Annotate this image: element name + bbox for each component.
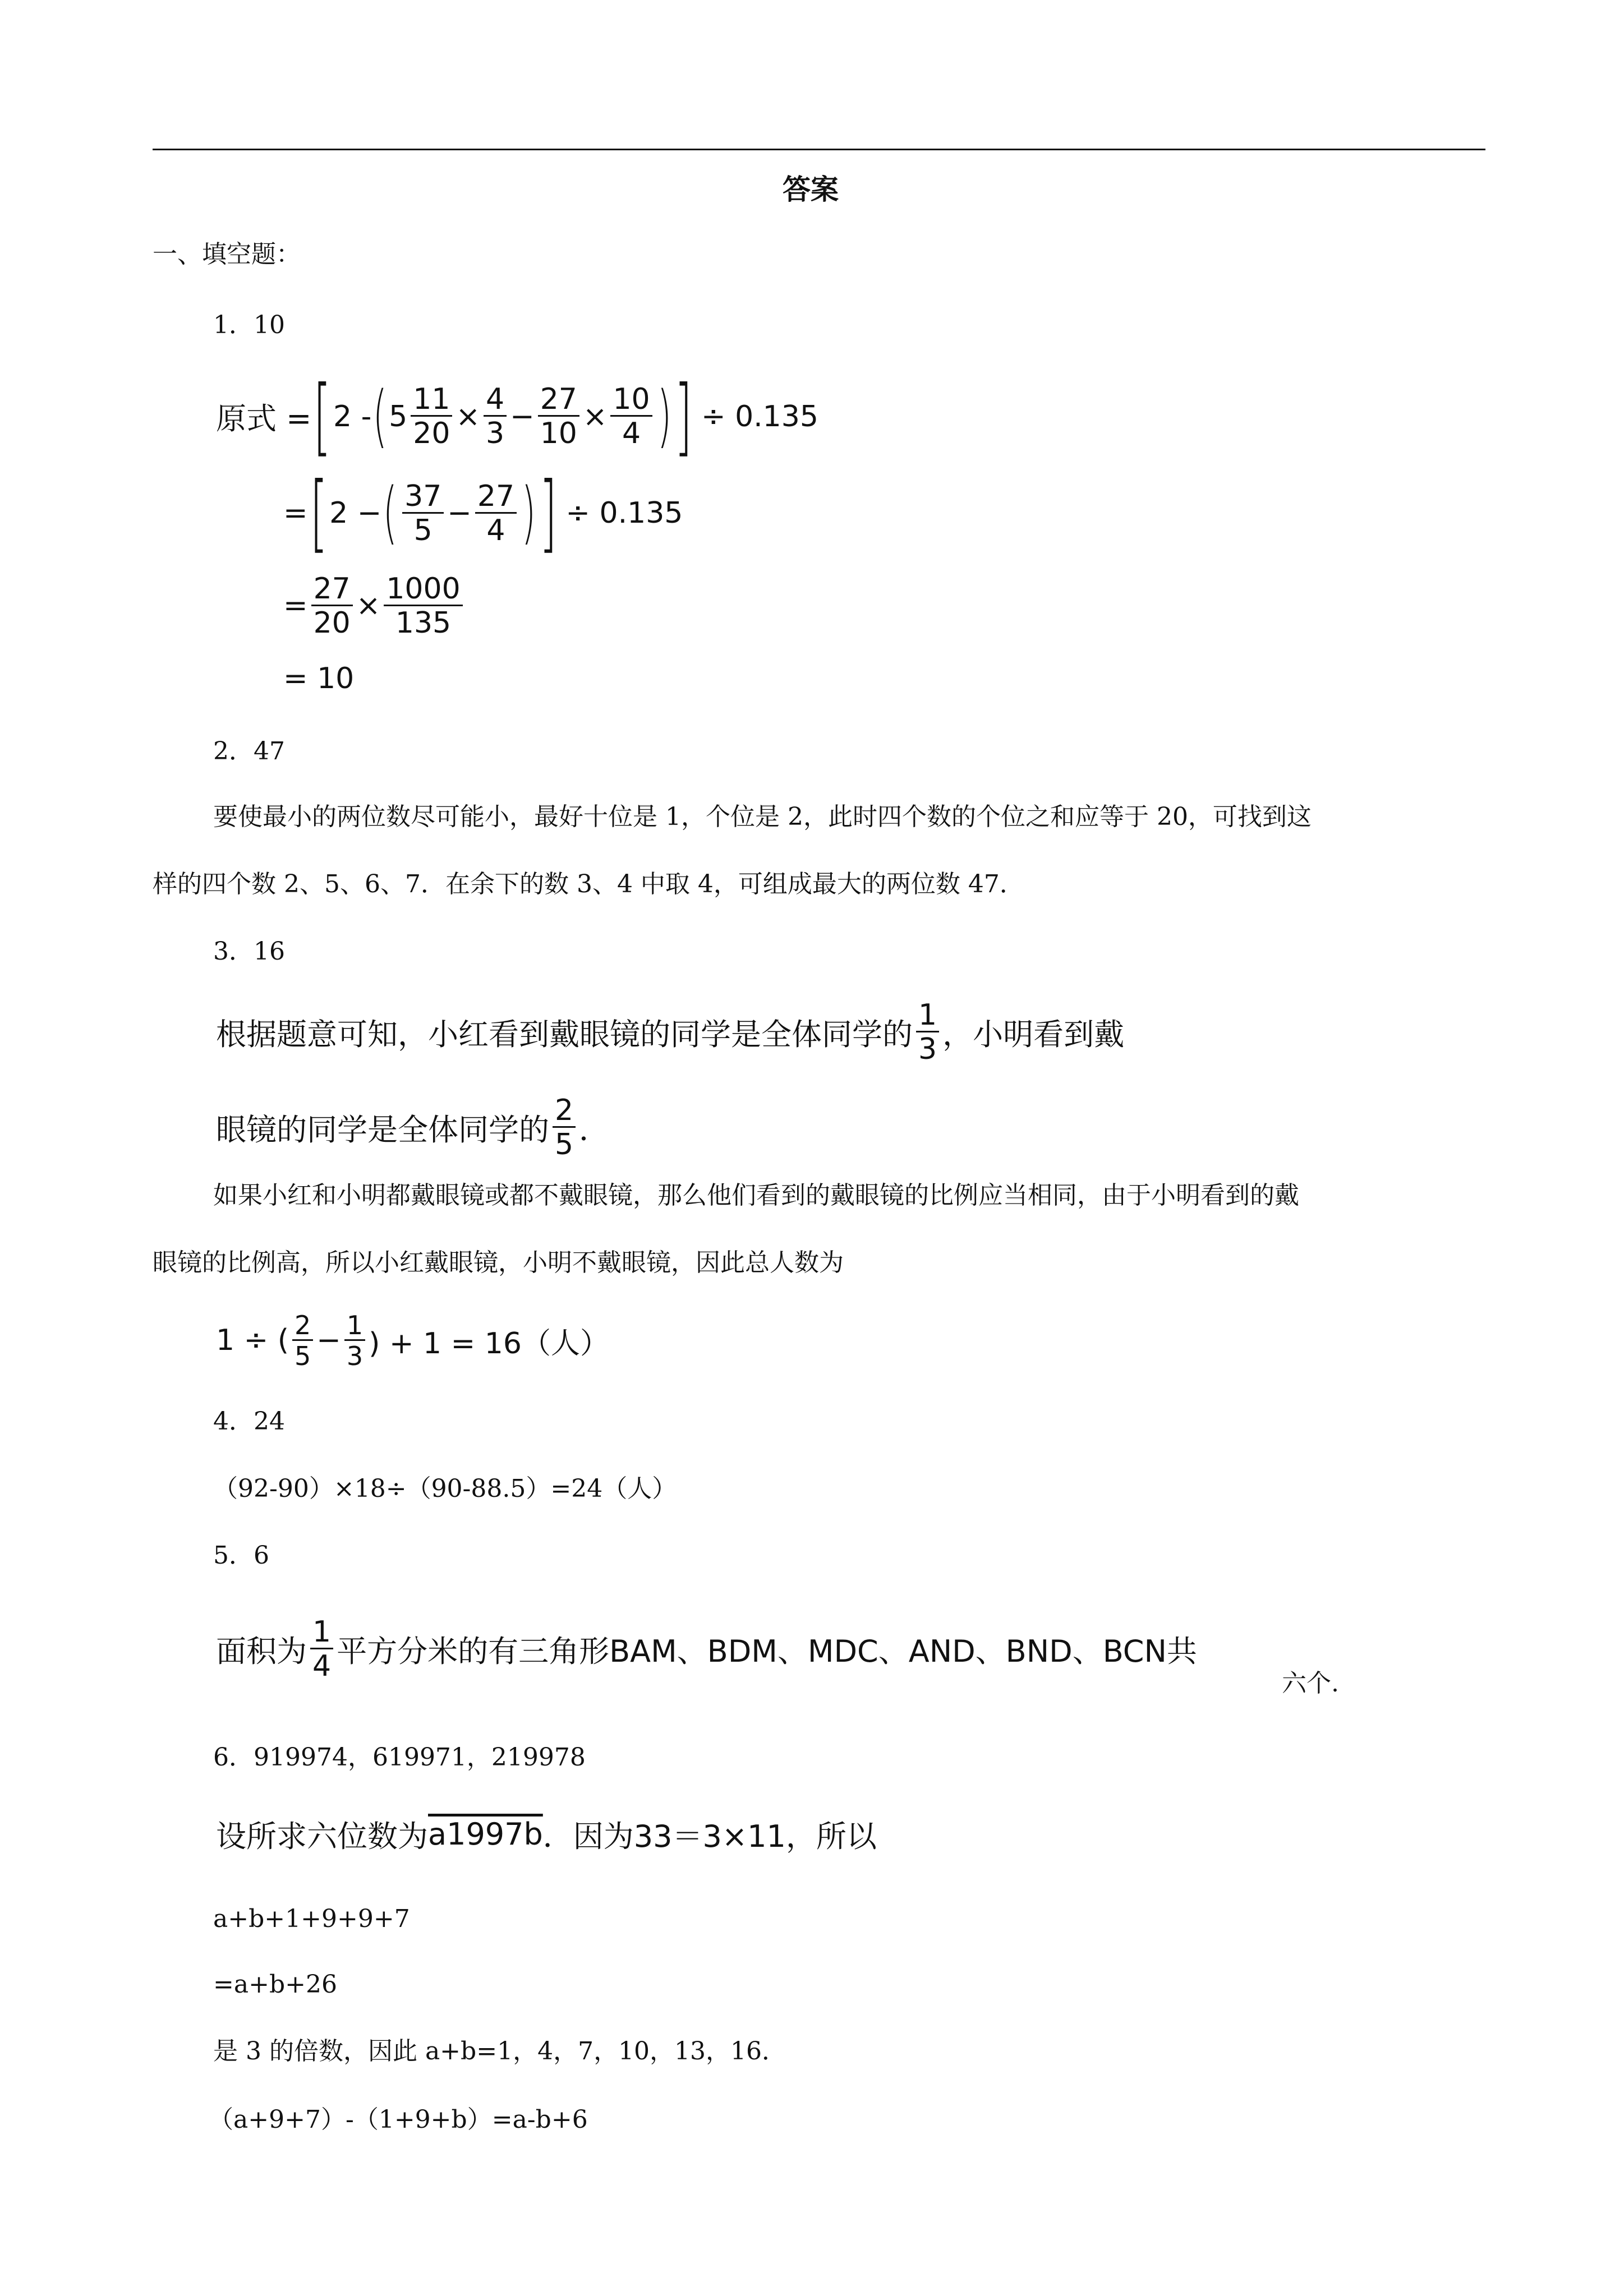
denominator: 135 [395, 606, 452, 640]
q4-equation: （92-90）×18÷（90-88.5）=24（人） [213, 1474, 677, 1503]
q1-fraction-4-3 [484, 382, 507, 450]
q3-total-equation [216, 1301, 609, 1380]
q6-statement [216, 1809, 877, 1859]
q1-line-4 [283, 659, 354, 698]
q1-line-1 [216, 365, 818, 468]
q1-line2-eq: = [283, 496, 308, 530]
q1-close-bracket: ] [674, 367, 693, 465]
numerator: 4 [484, 385, 507, 417]
times-sign: × [582, 399, 608, 434]
numerator: 37 [402, 482, 444, 514]
minus-sign: − [316, 1324, 341, 1357]
q1-line3-eq: = [283, 589, 308, 623]
q6-line-1: a+b+1+9+9+7 [213, 1905, 410, 1933]
q1-close-paren: ) [657, 377, 671, 455]
q1-line4-result: = 10 [283, 662, 355, 695]
minus-sign: − [447, 496, 472, 530]
numerator: 1 [344, 1312, 365, 1341]
numerator: 2 [553, 1096, 576, 1128]
q1-line2-two: 2 − [329, 496, 382, 530]
q1-open-bracket: [ [313, 367, 332, 465]
q6-answer-label: 6．919974，619971，219978 [213, 1743, 586, 1772]
q6-line-3: 是 3 的倍数，因此 a+b=1，4，7，10，13，16． [213, 2037, 787, 2066]
q3-statement-text-tail: ． [579, 1112, 610, 1147]
denominator: 5 [295, 1340, 311, 1371]
q1-answer-label: 1．10 [213, 311, 285, 339]
q1-fraction-27-4 [475, 479, 517, 547]
numerator: 1 [310, 1617, 333, 1649]
page-title: 答案 [783, 173, 839, 206]
q1-line2-close-paren: ) [521, 474, 536, 552]
numerator: 2 [292, 1312, 313, 1341]
q5-statement-text-tail: 平方分米的有三角形BAM、BDM、MDC、AND、BND、BCN共 [337, 1633, 1197, 1669]
numerator: 1000 [384, 574, 462, 606]
q1-fraction-10-4 [610, 382, 652, 450]
q3-eq-fraction-1-3 [344, 1312, 365, 1369]
denominator: 10 [540, 417, 577, 450]
q3-statement-text: 根据题意可知，小红看到戴眼镜的同学是全体同学的 [216, 1016, 913, 1052]
q5-answer-label: 5．6 [213, 1541, 269, 1570]
q1-solution-equation [216, 365, 818, 707]
q3-explanation-line-2: 眼镜的比例高，所以小红戴眼镜，小明不戴眼镜，因此总人数为 [153, 1248, 844, 1277]
q1-line1-divisor: ÷ 0.135 [701, 399, 818, 434]
q4-answer-label: 4．24 [213, 1407, 285, 1436]
q3-answer-label: 3．16 [213, 937, 285, 966]
q1-line1-whole: 5 [389, 399, 408, 434]
q1-line1-prefix: 原式 = [216, 401, 312, 436]
denominator: 20 [313, 606, 351, 640]
q6-line-2: =a+b+26 [213, 1970, 337, 1999]
q2-answer-label: 2．47 [213, 737, 285, 766]
q3-eq-fraction-2-5 [292, 1312, 313, 1369]
denominator: 3 [918, 1032, 937, 1066]
q5-statement [216, 1610, 1197, 1688]
numerator: 27 [311, 574, 353, 606]
q2-explanation-line-1: 要使最小的两位数尽可能小，最好十位是 1，个位是 2，此时四个数的个位之和应等于 20，可找到这 [213, 803, 1312, 831]
q6-six-digit-number: a1997b [428, 1816, 543, 1852]
q5-statement-text: 面积为 [216, 1633, 307, 1669]
denominator: 3 [346, 1340, 364, 1371]
q5-fraction-1-4 [310, 1617, 333, 1681]
q2-explanation-line-2: 样的四个数 2、5、6、7．在余下的数 3、4 中取 4，可组成最大的两位数 47． [153, 870, 1024, 898]
q1-line2-close-bracket: ] [539, 464, 558, 562]
q3-fraction-2-5 [553, 1093, 576, 1161]
section-heading: 一、填空题： [153, 240, 301, 269]
q1-fraction-27-10 [538, 382, 579, 450]
q3-statement-text-tail: ，小明看到戴 [942, 1016, 1125, 1052]
q3-statement-line-1 [216, 995, 1124, 1068]
numerator: 1 [916, 1001, 939, 1032]
q6-line-4: （a+9+7）-（1+9+b）=a-b+6 [209, 2105, 588, 2134]
denominator: 4 [312, 1649, 332, 1683]
q3-statement-text: 眼镜的同学是全体同学的 [216, 1112, 549, 1147]
numerator: 27 [538, 385, 579, 417]
q1-fraction-27-20 [311, 571, 353, 640]
times-sign: × [356, 589, 381, 623]
minus-sign: − [510, 399, 535, 434]
denominator: 5 [413, 513, 433, 547]
numerator: 10 [610, 385, 652, 417]
denominator: 3 [486, 417, 505, 450]
q1-line2-open-bracket: [ [309, 464, 328, 562]
denominator: 4 [622, 417, 641, 450]
denominator: 5 [555, 1127, 574, 1161]
q1-line2-open-paren: ( [383, 474, 398, 552]
q1-fraction-11-20 [411, 382, 452, 450]
q5-statement-tail: 六个. [1282, 1669, 1339, 1698]
q3-eq-end: ) + 1 = 16（人） [369, 1326, 609, 1361]
q1-line-3 [283, 569, 466, 642]
denominator: 20 [413, 417, 450, 450]
q1-fraction-37-5 [402, 479, 444, 547]
numerator: 27 [475, 482, 517, 514]
q3-explanation-line-1: 如果小红和小明都戴眼镜或都不戴眼镜，那么他们看到的戴眼镜的比例应当相同，由于小明看到的戴 [213, 1181, 1299, 1210]
q1-open-paren: ( [372, 377, 388, 455]
q1-line2-divisor: ÷ 0.135 [565, 496, 683, 530]
times-sign: × [456, 399, 481, 434]
numerator: 11 [411, 385, 452, 417]
q1-line1-two: 2 - [333, 399, 372, 434]
q6-statement-text-tail: ．因为33＝3×11，所以 [542, 1818, 877, 1854]
q3-statement-line-2 [216, 1091, 609, 1164]
q1-line-2 [283, 464, 683, 562]
q3-fraction-1-3 [916, 998, 939, 1066]
q1-fraction-1000-135 [384, 571, 462, 640]
header-rule [153, 149, 1485, 150]
denominator: 4 [486, 513, 505, 547]
q6-statement-text: 设所求六位数为 [216, 1818, 428, 1854]
q3-eq-start: 1 ÷ ( [216, 1324, 289, 1357]
